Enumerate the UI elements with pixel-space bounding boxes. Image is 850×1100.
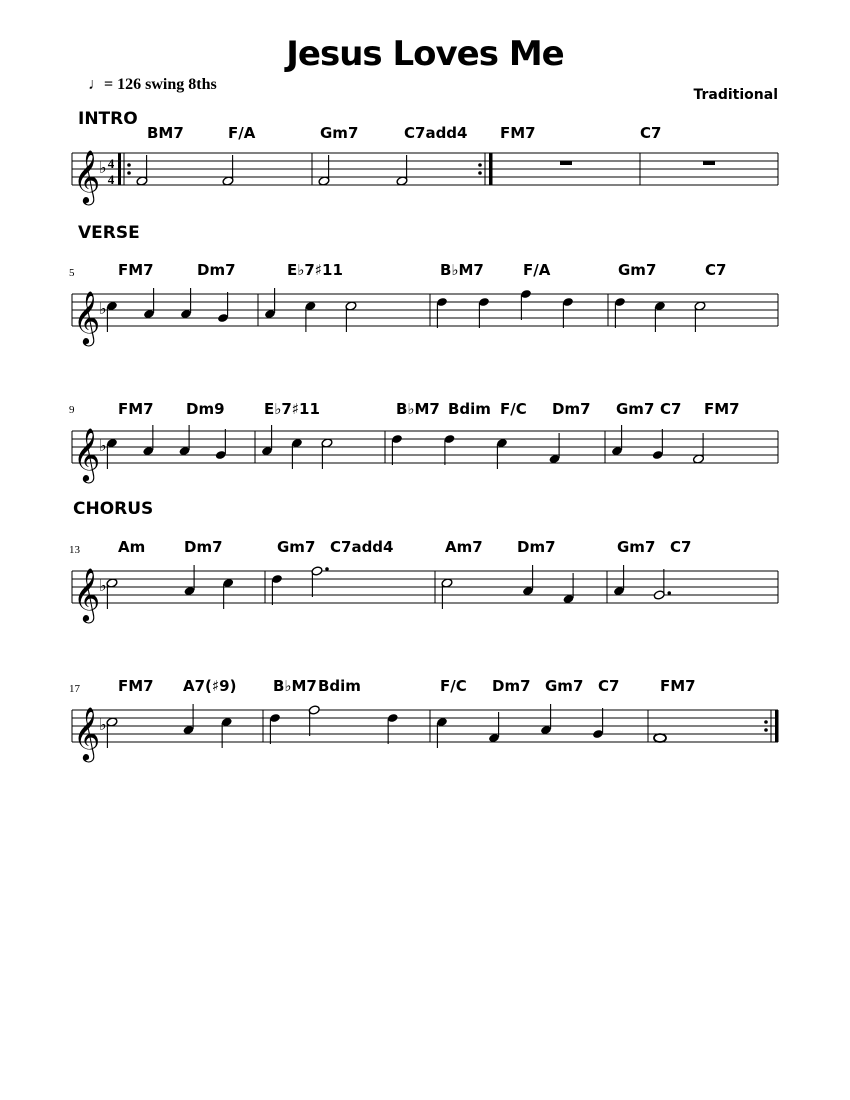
augmentation-dot [667,591,671,595]
measure-number: 17 [69,683,80,695]
chord-symbol: C7add4 [404,124,468,142]
key-signature-flat-icon: ♭ [99,436,107,455]
treble-clef-icon: 𝄞 [73,706,101,760]
chord-symbol: F/C [440,677,467,695]
chord-symbol: B♭M7 [396,400,440,418]
section-label-verse: VERSE [78,223,140,243]
chord-symbol: Dm9 [186,400,225,418]
repeat-thick-barline [775,710,779,742]
repeat-dot [127,163,131,167]
chord-symbol: FM7 [704,400,740,418]
chord-symbol: Gm7 [616,400,655,418]
measure-number: 9 [69,404,75,416]
key-signature-flat-icon: ♭ [99,299,107,318]
chord-symbol: F/A [523,261,551,279]
whole-rest [560,161,572,165]
chord-symbol: C7 [660,400,682,418]
measure-number: 5 [69,267,75,279]
chord-symbol: FM7 [500,124,536,142]
section-label-chorus: CHORUS [73,499,154,519]
chord-symbol: Gm7 [320,124,359,142]
composer-credit: Traditional [693,87,778,103]
chord-symbol: C7 [640,124,662,142]
chord-symbol: B♭M7 [273,677,317,695]
repeat-dot [478,163,482,167]
chord-symbol: Gm7 [277,538,316,556]
whole-rest [703,161,715,165]
chord-symbol: Dm7 [517,538,556,556]
key-signature-flat-icon: ♭ [99,158,107,177]
chord-symbol: FM7 [660,677,696,695]
chord-symbol: Gm7 [618,261,657,279]
chord-symbol: E♭7♯11 [287,261,343,279]
chord-symbol: Dm7 [552,400,591,418]
time-signature-bottom: 4 [107,172,115,187]
chord-symbol: Bdim [448,400,491,418]
treble-clef-icon: 𝄞 [73,290,101,344]
chord-symbol: C7 [598,677,620,695]
repeat-dot [478,171,482,175]
chord-symbol: FM7 [118,677,154,695]
chord-symbol: Dm7 [184,538,223,556]
chord-symbol: Am [118,538,146,556]
treble-clef-icon: 𝄞 [73,567,101,621]
repeat-thick-barline [118,153,121,185]
chord-symbol: Dm7 [197,261,236,279]
chord-symbol: Gm7 [617,538,656,556]
chord-symbol: Bdim [318,677,361,695]
chord-symbol: FM7 [118,400,154,418]
chord-symbol: Dm7 [492,677,531,695]
treble-clef-icon: 𝄞 [73,427,101,481]
chord-symbol: F/C [500,400,527,418]
chord-symbol: A7(♯9) [183,677,237,695]
time-signature-top: 4 [107,156,115,171]
repeat-dot [764,720,768,724]
augmentation-dot [325,567,329,571]
chord-symbol: C7add4 [330,538,394,556]
chord-symbol: BM7 [147,124,184,142]
chord-symbol: Am7 [445,538,483,556]
note-head [654,734,666,742]
repeat-dot [127,171,131,175]
measure-number: 13 [69,544,80,556]
repeat-dot [764,728,768,732]
chord-symbol: FM7 [118,261,154,279]
repeat-thick-barline [489,153,493,185]
chord-symbol: B♭M7 [440,261,484,279]
tempo-marking: ♩= 126 swing 8ths [88,76,217,93]
section-label-intro: INTRO [78,109,138,129]
chord-symbol: C7 [670,538,692,556]
key-signature-flat-icon: ♭ [99,715,107,734]
chord-symbol: E♭7♯11 [264,400,320,418]
chord-symbol: Gm7 [545,677,584,695]
chord-symbol: C7 [705,261,727,279]
treble-clef-icon: 𝄞 [73,149,101,203]
chord-symbol: F/A [228,124,256,142]
key-signature-flat-icon: ♭ [99,576,107,595]
song-title: Jesus Loves Me [286,34,564,74]
